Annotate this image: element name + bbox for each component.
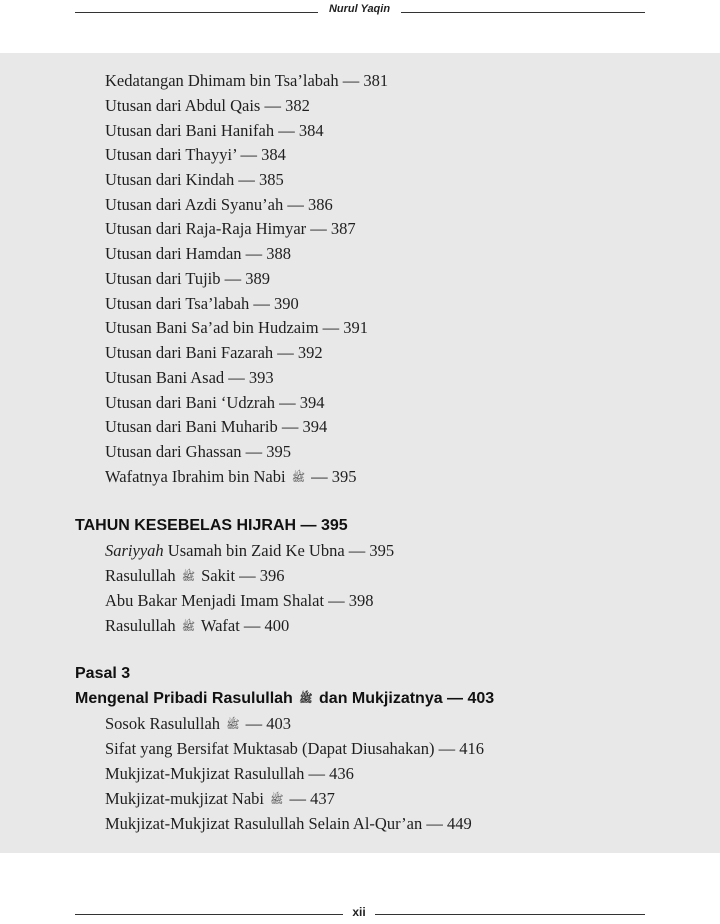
toc-entry: Sifat yang Bersifat Muktasab (Dapat Diusahakan) — 416 [105,739,484,758]
toc-entry: Kedatangan Dhimam bin Tsa’labah — 381 [105,71,389,90]
honorific-glyph: ﷺ [291,472,305,484]
toc-entry: Utusan dari Tsa’labah — 390 [105,294,299,313]
toc-entry: Utusan Bani Asad — 393 [105,368,274,387]
entry-text: Wafatnya Ibrahim bin Nabi [105,467,286,486]
toc-entry: Utusan dari Bani Hanifah — 384 [105,121,324,140]
toc-entry: Utusan dari Bani Muharib — 394 [105,417,328,436]
chapter-label: Pasal 3 [75,665,131,682]
header-rule-left [75,12,318,13]
entry-text: Usamah bin Zaid Ke Ubna — 395 [163,541,395,560]
toc-entry: Mukjizat-Mukjizat Rasulullah — 436 [105,764,354,783]
chapter-title-text: dan Mukjizatnya — 403 [319,690,495,707]
page-number: xii [352,905,366,919]
toc-entry: Utusan dari Bani ‘Udzrah — 394 [105,393,325,412]
entry-text: Sosok Rasulullah [105,714,221,733]
toc-entry-sakit [105,564,285,588]
footer-rule-right [375,914,645,915]
entry-text: Rasulullah [105,566,176,585]
honorific-glyph: ﷺ [181,621,195,633]
toc-content-area [0,53,720,853]
toc-entry: Utusan Bani Sa’ad bin Hudzaim — 391 [105,318,369,337]
honorific-glyph: ﷺ [181,571,195,583]
toc-entry-sosok [105,712,291,736]
toc-entry-sariyyah [105,539,394,563]
entry-page: — 437 [289,789,335,808]
entry-text: Sakit — 396 [201,566,285,585]
toc-entry: Utusan dari Hamdan — 388 [105,244,292,263]
section-heading-tahun-kesebelas: TAHUN KESEBELAS HIJRAH — 395 [75,517,348,534]
toc-entry: Utusan dari Azdi Syanu’ah — 386 [105,195,333,214]
toc-entry: Utusan dari Ghassan — 395 [105,442,292,461]
toc-entry: Abu Bakar Menjadi Imam Shalat — 398 [105,591,374,610]
toc-entry: Utusan dari Raja-Raja Himyar — 387 [105,219,356,238]
entry-text: Wafat — 400 [200,616,290,635]
running-header [0,0,720,30]
entry-page: — 403 [245,714,291,733]
honorific-glyph: ﷺ [226,719,240,731]
toc-entry: Utusan dari Thayyi’ — 384 [105,145,286,164]
toc-entry: Utusan dari Kindah — 385 [105,170,284,189]
toc-entry-wafat-ibrahim [105,465,357,489]
entry-page: — 395 [311,467,357,486]
chapter-title-text: Mengenal Pribadi Rasulullah [75,690,293,707]
entry-italic-term: Sariyyah [105,541,164,560]
chapter-title [75,686,494,712]
toc-entry-wafat [105,614,289,638]
honorific-glyph: ﷺ [270,794,284,806]
honorific-glyph: ﷺ [299,693,313,705]
toc-entry: Utusan dari Abdul Qais — 382 [105,96,310,115]
toc-entry: Mukjizat-Mukjizat Rasulullah Selain Al-Qur’an — 449 [105,814,472,833]
entry-text: Mukjizat-mukjizat Nabi [105,789,264,808]
toc-entry: Utusan dari Bani Fazarah — 392 [105,343,323,362]
running-footer [0,905,720,924]
running-title: Nurul Yaqin [328,3,391,15]
toc-entry: Utusan dari Tujib — 389 [105,269,271,288]
entry-text: Rasulullah [105,616,176,635]
footer-rule-left [75,914,343,915]
header-rule-right [401,12,645,13]
toc-entry-mukjizat-nabi [105,787,335,811]
